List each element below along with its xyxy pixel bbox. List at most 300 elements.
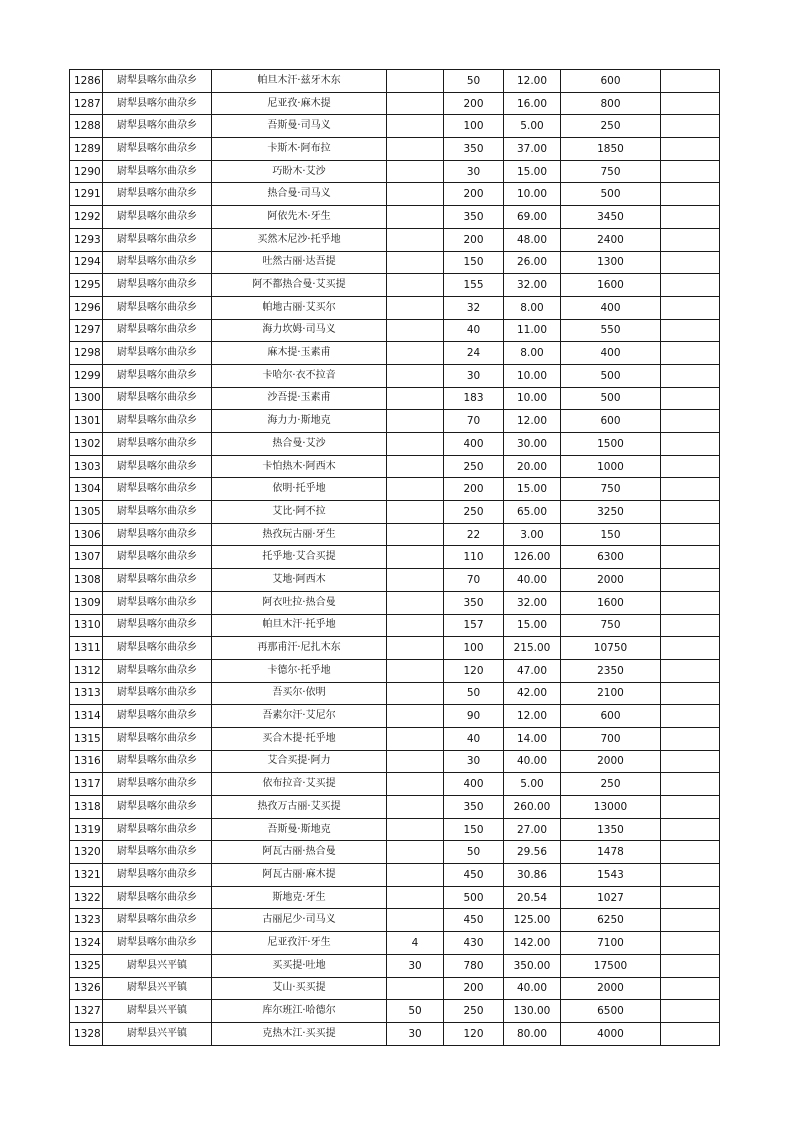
cell-column-7: 17500 (561, 954, 661, 977)
cell-person-name: 托乎地·艾合买提 (212, 546, 387, 569)
cell-person-name: 帕旦木汗·托乎地 (212, 614, 387, 637)
cell-column-7: 400 (561, 342, 661, 365)
cell-person-name: 库尔班江·哈德尔 (212, 1000, 387, 1023)
cell-column-4 (387, 228, 444, 251)
cell-column-5: 155 (444, 274, 504, 297)
cell-column-6: 37.00 (504, 138, 561, 161)
cell-serial-number: 1320 (70, 841, 103, 864)
cell-serial-number: 1303 (70, 455, 103, 478)
cell-column-7: 2400 (561, 228, 661, 251)
cell-serial-number: 1314 (70, 705, 103, 728)
cell-township: 尉犁县喀尔曲尕乡 (103, 932, 212, 955)
cell-person-name: 阿衣吐拉·热合曼 (212, 591, 387, 614)
table-row (70, 977, 720, 1000)
cell-column-8 (661, 705, 720, 728)
cell-township: 尉犁县喀尔曲尕乡 (103, 228, 212, 251)
cell-person-name: 买买提·吐地 (212, 954, 387, 977)
cell-township: 尉犁县喀尔曲尕乡 (103, 92, 212, 115)
cell-column-5: 350 (444, 206, 504, 229)
cell-column-6: 125.00 (504, 909, 561, 932)
cell-serial-number: 1318 (70, 796, 103, 819)
cell-serial-number: 1302 (70, 433, 103, 456)
table-row (70, 954, 720, 977)
cell-column-4 (387, 841, 444, 864)
cell-column-6: 16.00 (504, 92, 561, 115)
cell-column-5: 250 (444, 501, 504, 524)
cell-column-5: 450 (444, 864, 504, 887)
cell-column-4 (387, 727, 444, 750)
cell-serial-number: 1317 (70, 773, 103, 796)
cell-column-4 (387, 591, 444, 614)
cell-serial-number: 1327 (70, 1000, 103, 1023)
cell-column-5: 30 (444, 364, 504, 387)
cell-column-8 (661, 818, 720, 841)
cell-column-4 (387, 92, 444, 115)
cell-column-5: 780 (444, 954, 504, 977)
cell-column-7: 500 (561, 387, 661, 410)
cell-column-6: 27.00 (504, 818, 561, 841)
cell-column-8 (661, 614, 720, 637)
cell-column-5: 350 (444, 138, 504, 161)
cell-column-5: 40 (444, 319, 504, 342)
cell-column-4 (387, 818, 444, 841)
cell-person-name: 海力坎姆·司马义 (212, 319, 387, 342)
cell-township: 尉犁县喀尔曲尕乡 (103, 909, 212, 932)
cell-column-6: 126.00 (504, 546, 561, 569)
cell-column-8 (661, 637, 720, 660)
table-row (70, 864, 720, 887)
cell-column-4 (387, 501, 444, 524)
cell-serial-number: 1290 (70, 160, 103, 183)
cell-township: 尉犁县喀尔曲尕乡 (103, 319, 212, 342)
cell-column-5: 183 (444, 387, 504, 410)
data-table (69, 69, 720, 1046)
cell-column-5: 200 (444, 478, 504, 501)
cell-column-6: 40.00 (504, 569, 561, 592)
table-row (70, 614, 720, 637)
cell-serial-number: 1300 (70, 387, 103, 410)
cell-column-8 (661, 841, 720, 864)
cell-column-8 (661, 160, 720, 183)
cell-column-4 (387, 546, 444, 569)
cell-person-name: 吐然古丽·达吾提 (212, 251, 387, 274)
cell-township: 尉犁县喀尔曲尕乡 (103, 138, 212, 161)
cell-column-4 (387, 274, 444, 297)
cell-column-8 (661, 115, 720, 138)
cell-person-name: 帕旦木汗·兹牙木东 (212, 70, 387, 93)
cell-column-6: 30.86 (504, 864, 561, 887)
cell-column-8 (661, 433, 720, 456)
cell-column-8 (661, 864, 720, 887)
cell-column-6: 47.00 (504, 659, 561, 682)
cell-person-name: 海力力·斯地克 (212, 410, 387, 433)
cell-person-name: 热孜万古丽·艾买提 (212, 796, 387, 819)
cell-person-name: 依布拉音·艾买提 (212, 773, 387, 796)
cell-column-6: 40.00 (504, 977, 561, 1000)
table-row (70, 70, 720, 93)
cell-column-5: 250 (444, 1000, 504, 1023)
cell-column-8 (661, 682, 720, 705)
cell-serial-number: 1295 (70, 274, 103, 297)
table-row (70, 206, 720, 229)
cell-person-name: 卡哈尔·衣不拉音 (212, 364, 387, 387)
cell-column-6: 69.00 (504, 206, 561, 229)
cell-township: 尉犁县喀尔曲尕乡 (103, 727, 212, 750)
table-row (70, 138, 720, 161)
cell-column-6: 215.00 (504, 637, 561, 660)
cell-column-7: 2350 (561, 659, 661, 682)
cell-column-8 (661, 977, 720, 1000)
cell-township: 尉犁县喀尔曲尕乡 (103, 591, 212, 614)
cell-column-5: 70 (444, 410, 504, 433)
cell-column-4 (387, 115, 444, 138)
cell-column-5: 200 (444, 228, 504, 251)
cell-serial-number: 1325 (70, 954, 103, 977)
cell-column-6: 12.00 (504, 410, 561, 433)
cell-column-5: 400 (444, 433, 504, 456)
cell-person-name: 再那甫汗·尼扎木东 (212, 637, 387, 660)
cell-column-6: 29.56 (504, 841, 561, 864)
cell-township: 尉犁县喀尔曲尕乡 (103, 569, 212, 592)
table-row (70, 251, 720, 274)
cell-township: 尉犁县喀尔曲尕乡 (103, 886, 212, 909)
cell-column-7: 2000 (561, 750, 661, 773)
cell-column-5: 30 (444, 750, 504, 773)
cell-column-8 (661, 342, 720, 365)
cell-serial-number: 1311 (70, 637, 103, 660)
cell-column-6: 10.00 (504, 364, 561, 387)
cell-column-6: 26.00 (504, 251, 561, 274)
cell-township: 尉犁县喀尔曲尕乡 (103, 796, 212, 819)
cell-person-name: 卡德尔·托乎地 (212, 659, 387, 682)
cell-column-7: 4000 (561, 1022, 661, 1045)
cell-column-7: 1850 (561, 138, 661, 161)
cell-township: 尉犁县喀尔曲尕乡 (103, 841, 212, 864)
table-row (70, 1022, 720, 1045)
table-row (70, 932, 720, 955)
cell-serial-number: 1321 (70, 864, 103, 887)
cell-column-4: 30 (387, 954, 444, 977)
cell-column-5: 200 (444, 183, 504, 206)
cell-column-7: 1600 (561, 274, 661, 297)
cell-serial-number: 1304 (70, 478, 103, 501)
cell-column-8 (661, 319, 720, 342)
cell-column-4 (387, 886, 444, 909)
cell-serial-number: 1298 (70, 342, 103, 365)
cell-person-name: 帕地古丽·艾买尔 (212, 296, 387, 319)
cell-township: 尉犁县兴平镇 (103, 1022, 212, 1045)
cell-column-7: 3250 (561, 501, 661, 524)
cell-column-6: 130.00 (504, 1000, 561, 1023)
cell-serial-number: 1307 (70, 546, 103, 569)
cell-column-4 (387, 183, 444, 206)
table-row (70, 841, 720, 864)
cell-column-8 (661, 546, 720, 569)
cell-person-name: 买然木尼沙·托乎地 (212, 228, 387, 251)
cell-serial-number: 1324 (70, 932, 103, 955)
cell-serial-number: 1319 (70, 818, 103, 841)
cell-column-6: 15.00 (504, 478, 561, 501)
cell-serial-number: 1310 (70, 614, 103, 637)
cell-column-7: 1478 (561, 841, 661, 864)
table-row (70, 115, 720, 138)
cell-township: 尉犁县喀尔曲尕乡 (103, 523, 212, 546)
table-row (70, 750, 720, 773)
cell-person-name: 卡怕热木·阿西木 (212, 455, 387, 478)
table-row (70, 546, 720, 569)
cell-column-7: 250 (561, 773, 661, 796)
cell-column-8 (661, 886, 720, 909)
cell-serial-number: 1293 (70, 228, 103, 251)
table-row (70, 569, 720, 592)
cell-township: 尉犁县喀尔曲尕乡 (103, 455, 212, 478)
cell-column-4 (387, 796, 444, 819)
cell-column-4 (387, 410, 444, 433)
cell-column-4 (387, 70, 444, 93)
cell-serial-number: 1316 (70, 750, 103, 773)
cell-column-6: 80.00 (504, 1022, 561, 1045)
cell-column-7: 600 (561, 70, 661, 93)
cell-column-8 (661, 796, 720, 819)
cell-column-8 (661, 296, 720, 319)
cell-column-4 (387, 750, 444, 773)
cell-column-7: 600 (561, 705, 661, 728)
cell-column-5: 22 (444, 523, 504, 546)
cell-person-name: 吾斯曼·司马义 (212, 115, 387, 138)
cell-column-8 (661, 138, 720, 161)
cell-column-5: 24 (444, 342, 504, 365)
cell-person-name: 艾山·买买提 (212, 977, 387, 1000)
cell-column-7: 3450 (561, 206, 661, 229)
table-row (70, 773, 720, 796)
cell-column-4 (387, 682, 444, 705)
table-row (70, 160, 720, 183)
cell-column-8 (661, 92, 720, 115)
cell-column-6: 40.00 (504, 750, 561, 773)
cell-column-4 (387, 909, 444, 932)
cell-person-name: 麻木提·玉素甫 (212, 342, 387, 365)
cell-column-5: 500 (444, 886, 504, 909)
cell-column-4 (387, 160, 444, 183)
cell-column-4 (387, 251, 444, 274)
cell-column-7: 1350 (561, 818, 661, 841)
cell-column-5: 50 (444, 70, 504, 93)
cell-column-6: 10.00 (504, 183, 561, 206)
cell-person-name: 买合木提·托乎地 (212, 727, 387, 750)
table-row (70, 727, 720, 750)
cell-column-4: 50 (387, 1000, 444, 1023)
cell-column-7: 13000 (561, 796, 661, 819)
cell-column-7: 2100 (561, 682, 661, 705)
table-row (70, 319, 720, 342)
cell-township: 尉犁县喀尔曲尕乡 (103, 296, 212, 319)
cell-column-5: 30 (444, 160, 504, 183)
cell-person-name: 吾素尔汗·艾尼尔 (212, 705, 387, 728)
cell-column-4 (387, 364, 444, 387)
cell-column-8 (661, 228, 720, 251)
cell-column-6: 3.00 (504, 523, 561, 546)
cell-column-6: 15.00 (504, 614, 561, 637)
cell-column-4 (387, 138, 444, 161)
cell-column-5: 120 (444, 659, 504, 682)
table-row (70, 591, 720, 614)
cell-column-4 (387, 342, 444, 365)
cell-column-7: 700 (561, 727, 661, 750)
cell-township: 尉犁县喀尔曲尕乡 (103, 274, 212, 297)
cell-serial-number: 1291 (70, 183, 103, 206)
cell-person-name: 阿瓦古丽·麻木提 (212, 864, 387, 887)
cell-serial-number: 1313 (70, 682, 103, 705)
cell-column-5: 350 (444, 796, 504, 819)
cell-column-7: 250 (561, 115, 661, 138)
cell-person-name: 斯地克·牙生 (212, 886, 387, 909)
cell-column-5: 32 (444, 296, 504, 319)
table-row (70, 364, 720, 387)
cell-column-7: 1300 (561, 251, 661, 274)
cell-column-6: 142.00 (504, 932, 561, 955)
cell-person-name: 吾斯曼·斯地克 (212, 818, 387, 841)
cell-township: 尉犁县喀尔曲尕乡 (103, 682, 212, 705)
cell-column-5: 450 (444, 909, 504, 932)
cell-column-4 (387, 705, 444, 728)
cell-column-4 (387, 478, 444, 501)
cell-column-8 (661, 773, 720, 796)
cell-column-8 (661, 251, 720, 274)
cell-serial-number: 1287 (70, 92, 103, 115)
cell-column-5: 400 (444, 773, 504, 796)
cell-column-4 (387, 773, 444, 796)
cell-person-name: 克热木江·买买提 (212, 1022, 387, 1045)
cell-column-5: 50 (444, 841, 504, 864)
cell-column-6: 15.00 (504, 160, 561, 183)
cell-column-6: 65.00 (504, 501, 561, 524)
cell-column-4 (387, 455, 444, 478)
cell-township: 尉犁县喀尔曲尕乡 (103, 546, 212, 569)
cell-column-7: 500 (561, 183, 661, 206)
cell-column-5: 200 (444, 977, 504, 1000)
cell-column-7: 2000 (561, 977, 661, 1000)
cell-column-6: 32.00 (504, 591, 561, 614)
cell-column-5: 157 (444, 614, 504, 637)
table-row (70, 637, 720, 660)
cell-person-name: 艾比·阿不拉 (212, 501, 387, 524)
table-row (70, 478, 720, 501)
cell-person-name: 依明·托乎地 (212, 478, 387, 501)
cell-column-7: 6500 (561, 1000, 661, 1023)
cell-column-6: 260.00 (504, 796, 561, 819)
cell-column-6: 12.00 (504, 70, 561, 93)
cell-column-8 (661, 569, 720, 592)
cell-column-6: 42.00 (504, 682, 561, 705)
cell-column-7: 1543 (561, 864, 661, 887)
cell-column-8 (661, 727, 720, 750)
cell-serial-number: 1309 (70, 591, 103, 614)
cell-column-8 (661, 750, 720, 773)
cell-column-8 (661, 932, 720, 955)
cell-column-5: 50 (444, 682, 504, 705)
cell-column-8 (661, 410, 720, 433)
cell-serial-number: 1296 (70, 296, 103, 319)
cell-person-name: 巧盼木·艾沙 (212, 160, 387, 183)
cell-column-4 (387, 319, 444, 342)
table-row (70, 274, 720, 297)
cell-column-5: 110 (444, 546, 504, 569)
cell-column-4 (387, 977, 444, 1000)
cell-column-7: 1600 (561, 591, 661, 614)
cell-column-8 (661, 1000, 720, 1023)
cell-township: 尉犁县喀尔曲尕乡 (103, 387, 212, 410)
cell-township: 尉犁县兴平镇 (103, 977, 212, 1000)
table-row (70, 523, 720, 546)
cell-column-6: 30.00 (504, 433, 561, 456)
cell-person-name: 艾地·阿西木 (212, 569, 387, 592)
cell-column-7: 1027 (561, 886, 661, 909)
cell-serial-number: 1292 (70, 206, 103, 229)
cell-column-6: 14.00 (504, 727, 561, 750)
cell-column-6: 350.00 (504, 954, 561, 977)
cell-serial-number: 1323 (70, 909, 103, 932)
cell-person-name: 尼亚孜·麻木提 (212, 92, 387, 115)
cell-column-5: 100 (444, 637, 504, 660)
cell-township: 尉犁县喀尔曲尕乡 (103, 206, 212, 229)
cell-serial-number: 1301 (70, 410, 103, 433)
cell-serial-number: 1315 (70, 727, 103, 750)
cell-person-name: 吾买尔·依明 (212, 682, 387, 705)
table-row (70, 92, 720, 115)
cell-column-7: 550 (561, 319, 661, 342)
cell-township: 尉犁县喀尔曲尕乡 (103, 705, 212, 728)
cell-township: 尉犁县兴平镇 (103, 1000, 212, 1023)
cell-column-5: 40 (444, 727, 504, 750)
cell-column-7: 7100 (561, 932, 661, 955)
cell-township: 尉犁县喀尔曲尕乡 (103, 659, 212, 682)
cell-column-7: 1500 (561, 433, 661, 456)
cell-serial-number: 1294 (70, 251, 103, 274)
cell-column-4 (387, 614, 444, 637)
cell-column-4 (387, 569, 444, 592)
cell-column-7: 750 (561, 478, 661, 501)
cell-person-name: 艾合买提·阿力 (212, 750, 387, 773)
table-row (70, 659, 720, 682)
cell-person-name: 古丽尼少·司马义 (212, 909, 387, 932)
cell-serial-number: 1286 (70, 70, 103, 93)
cell-person-name: 阿瓦古丽·热合曼 (212, 841, 387, 864)
cell-column-7: 750 (561, 160, 661, 183)
cell-township: 尉犁县喀尔曲尕乡 (103, 773, 212, 796)
cell-column-8 (661, 909, 720, 932)
cell-column-5: 70 (444, 569, 504, 592)
cell-person-name: 卡斯木·阿布拉 (212, 138, 387, 161)
cell-township: 尉犁县喀尔曲尕乡 (103, 501, 212, 524)
cell-township: 尉犁县喀尔曲尕乡 (103, 637, 212, 660)
cell-column-8 (661, 455, 720, 478)
cell-serial-number: 1326 (70, 977, 103, 1000)
cell-column-8 (661, 274, 720, 297)
cell-column-5: 250 (444, 455, 504, 478)
table-body (70, 70, 720, 1046)
cell-serial-number: 1299 (70, 364, 103, 387)
cell-person-name: 热合曼·艾沙 (212, 433, 387, 456)
table-row (70, 228, 720, 251)
table-row (70, 909, 720, 932)
cell-column-6: 12.00 (504, 705, 561, 728)
table-row (70, 455, 720, 478)
cell-column-6: 5.00 (504, 115, 561, 138)
cell-column-8 (661, 70, 720, 93)
table-row (70, 1000, 720, 1023)
cell-township: 尉犁县喀尔曲尕乡 (103, 364, 212, 387)
table-row (70, 410, 720, 433)
